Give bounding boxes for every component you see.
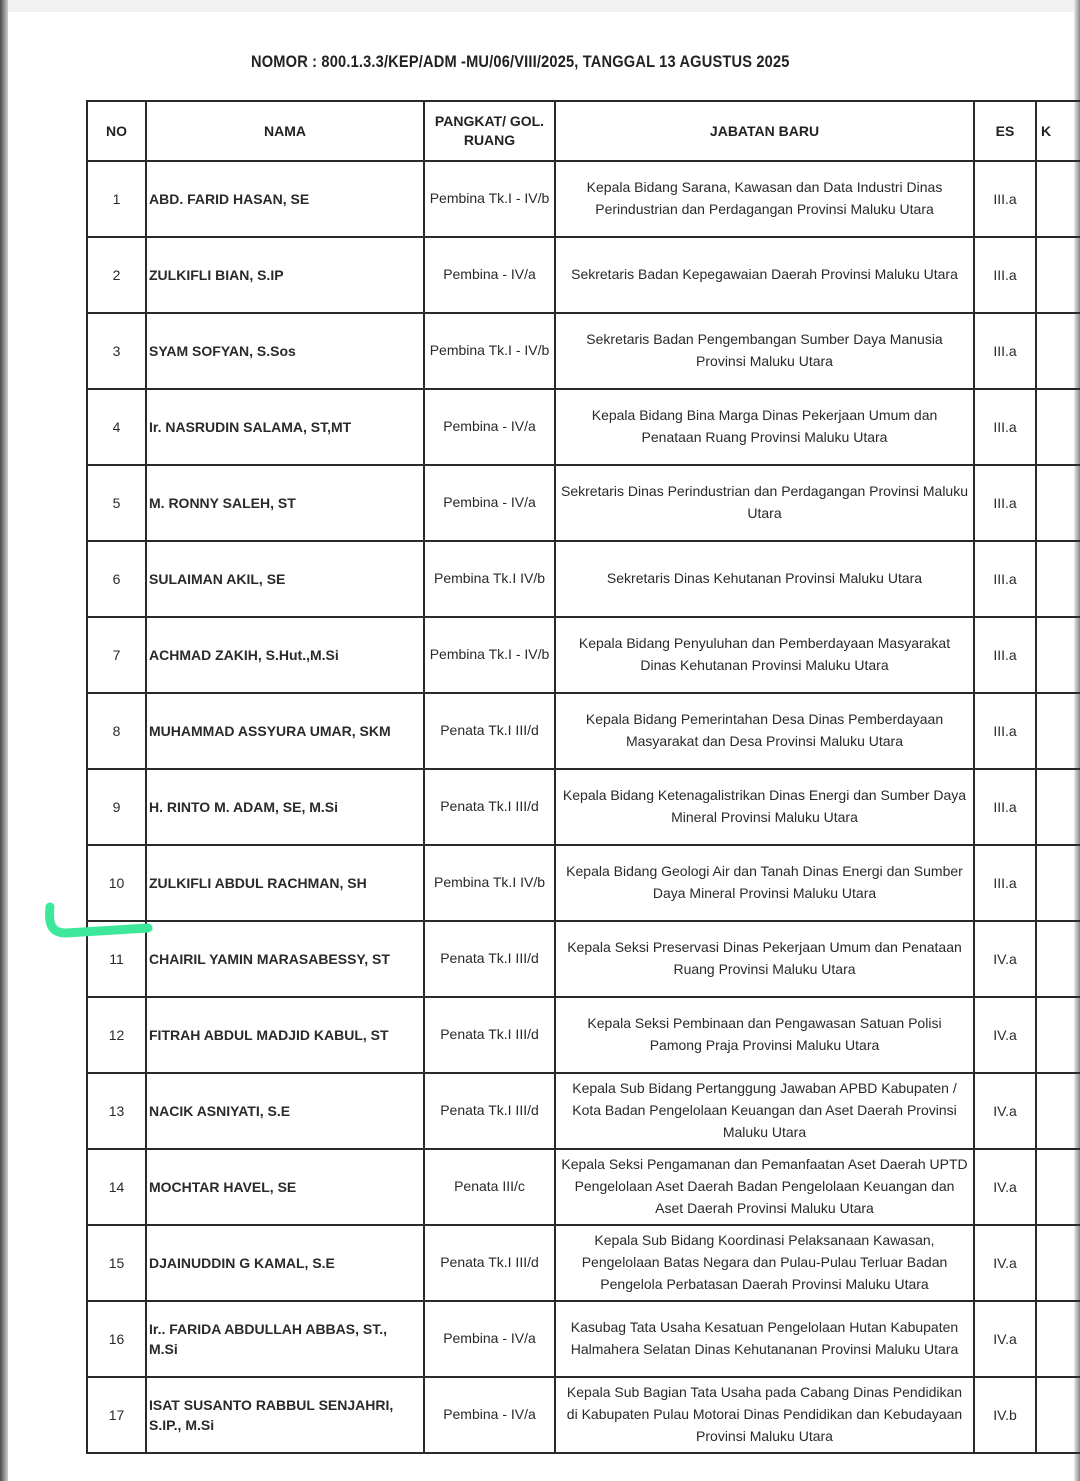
appointment-table — [86, 100, 1080, 1454]
row-pangkat: Penata III/c — [424, 1149, 555, 1225]
row-nama: MOCHTAR HAVEL, SE — [146, 1149, 424, 1225]
row-nama: ZULKIFLI BIAN, S.IP — [146, 237, 424, 313]
col-header-no: NO — [87, 101, 146, 161]
row-nama: Ir. NASRUDIN SALAMA, ST,MT — [146, 389, 424, 465]
row-no: 5 — [87, 465, 146, 541]
row-k — [1036, 1149, 1080, 1225]
row-k — [1036, 769, 1080, 845]
table-row — [87, 1149, 1080, 1225]
row-nama: CHAIRIL YAMIN MARASABESSY, ST — [146, 921, 424, 997]
row-no: 13 — [87, 1073, 146, 1149]
row-k — [1036, 693, 1080, 769]
row-nama: SULAIMAN AKIL, SE — [146, 541, 424, 617]
row-pangkat: Pembina - IV/a — [424, 1377, 555, 1453]
row-k — [1036, 465, 1080, 541]
row-no: 17 — [87, 1377, 146, 1453]
row-jabatan: Kepala Seksi Preservasi Dinas Pekerjaan Umum dan Penataan Ruang Provinsi Maluku Utara — [555, 921, 974, 997]
row-k — [1036, 541, 1080, 617]
row-jabatan: Kepala Bidang Bina Marga Dinas Pekerjaan Umum dan Penataan Ruang Provinsi Maluku Utara — [555, 389, 974, 465]
row-no: 11 — [87, 921, 146, 997]
row-jabatan: Kasubag Tata Usaha Kesatuan Pengelolaan Hutan Kabupaten Halmahera Selatan Dinas Kehutananan Provinsi Maluku Utara — [555, 1301, 974, 1377]
row-no: 3 — [87, 313, 146, 389]
row-jabatan: Sekretaris Dinas Kehutanan Provinsi Maluku Utara — [555, 541, 974, 617]
row-jabatan: Kepala Bidang Penyuluhan dan Pemberdayaan Masyarakat Dinas Kehutanan Provinsi Maluku Utara — [555, 617, 974, 693]
table-row — [87, 1377, 1080, 1453]
row-es: III.a — [974, 845, 1036, 921]
row-es: IV.a — [974, 1225, 1036, 1301]
row-es: IV.a — [974, 921, 1036, 997]
row-jabatan: Sekretaris Badan Kepegawaian Daerah Provinsi Maluku Utara — [555, 237, 974, 313]
row-pangkat: Pembina Tk.I IV/b — [424, 845, 555, 921]
table-row — [87, 617, 1080, 693]
row-pangkat: Pembina - IV/a — [424, 1301, 555, 1377]
row-k — [1036, 1377, 1080, 1453]
row-pangkat: Penata Tk.I III/d — [424, 921, 555, 997]
row-k — [1036, 845, 1080, 921]
row-jabatan: Kepala Sub Bidang Koordinasi Pelaksanaan Kawasan, Pengelolaan Batas Negara dan Pulau-Pulau Terluar Badan Pengelola Perbatasan Daerah Provinsi Maluku Utara — [555, 1225, 974, 1301]
table-row — [87, 389, 1080, 465]
row-es: III.a — [974, 389, 1036, 465]
table-row — [87, 1073, 1080, 1149]
row-pangkat: Pembina Tk.I IV/b — [424, 541, 555, 617]
row-pangkat: Pembina - IV/a — [424, 237, 555, 313]
row-nama: ISAT SUSANTO RABBUL SENJAHRI, S.IP., M.Si — [146, 1377, 424, 1453]
row-k — [1036, 617, 1080, 693]
row-es: III.a — [974, 313, 1036, 389]
table-row — [87, 541, 1080, 617]
table-row — [87, 237, 1080, 313]
table-header-row — [87, 101, 1080, 161]
table-row — [87, 313, 1080, 389]
row-es: III.a — [974, 693, 1036, 769]
table-row — [87, 769, 1080, 845]
row-es: IV.a — [974, 1301, 1036, 1377]
table-row — [87, 997, 1080, 1073]
row-pangkat: Penata Tk.I III/d — [424, 693, 555, 769]
decree-header: NOMOR : 800.1.3.3/KEP/ADM -MU/06/VIII/2025, TANGGAL 13 AGUSTUS 2025 — [251, 52, 790, 71]
row-nama: ACHMAD ZAKIH, S.Hut.,M.Si — [146, 617, 424, 693]
row-es: III.a — [974, 161, 1036, 237]
row-no: 16 — [87, 1301, 146, 1377]
row-pangkat: Pembina Tk.I - IV/b — [424, 313, 555, 389]
row-jabatan: Kepala Seksi Pengamanan dan Pemanfaatan Aset Daerah UPTD Pengelolaan Aset Daerah Badan Pengelolaan Keuangan dan Aset Daerah Provinsi Maluku Utara — [555, 1149, 974, 1225]
row-jabatan: Kepala Sub Bagian Tata Usaha pada Cabang Dinas Pendidikan di Kabupaten Pulau Motorai Dinas Pendidikan dan Kebudayaan Provinsi Maluku Utara — [555, 1377, 974, 1453]
row-no: 6 — [87, 541, 146, 617]
row-no: 2 — [87, 237, 146, 313]
table-row — [87, 1301, 1080, 1377]
page-left-shadow — [0, 0, 8, 1481]
table-row — [87, 921, 1080, 997]
row-no: 15 — [87, 1225, 146, 1301]
row-jabatan: Kepala Seksi Pembinaan dan Pengawasan Satuan Polisi Pamong Praja Provinsi Maluku Utara — [555, 997, 974, 1073]
col-header-pangkat: PANGKAT/ GOL. RUANG — [424, 101, 555, 161]
row-pangkat: Pembina - IV/a — [424, 465, 555, 541]
row-jabatan: Sekretaris Dinas Perindustrian dan Perdagangan Provinsi Maluku Utara — [555, 465, 974, 541]
table-row — [87, 693, 1080, 769]
row-k — [1036, 389, 1080, 465]
row-pangkat: Pembina Tk.I - IV/b — [424, 161, 555, 237]
row-es: III.a — [974, 237, 1036, 313]
row-nama: ABD. FARID HASAN, SE — [146, 161, 424, 237]
row-pangkat: Penata Tk.I III/d — [424, 997, 555, 1073]
col-header-nama: NAMA — [146, 101, 424, 161]
row-nama: FITRAH ABDUL MADJID KABUL, ST — [146, 997, 424, 1073]
row-no: 8 — [87, 693, 146, 769]
row-pangkat: Penata Tk.I III/d — [424, 1225, 555, 1301]
green-highlighter-mark — [44, 895, 154, 945]
row-no: 1 — [87, 161, 146, 237]
row-pangkat: Pembina Tk.I - IV/b — [424, 617, 555, 693]
row-k — [1036, 997, 1080, 1073]
row-k — [1036, 1301, 1080, 1377]
row-es: III.a — [974, 541, 1036, 617]
row-nama: NACIK ASNIYATI, S.E — [146, 1073, 424, 1149]
row-k — [1036, 1073, 1080, 1149]
table-row — [87, 1225, 1080, 1301]
row-k — [1036, 161, 1080, 237]
row-es: IV.a — [974, 997, 1036, 1073]
row-es: III.a — [974, 769, 1036, 845]
col-header-es: ES — [974, 101, 1036, 161]
row-es: IV.a — [974, 1149, 1036, 1225]
row-k — [1036, 313, 1080, 389]
row-nama: SYAM SOFYAN, S.Sos — [146, 313, 424, 389]
col-header-k: K — [1036, 101, 1080, 161]
row-nama: Ir.. FARIDA ABDULLAH ABBAS, ST., M.Si — [146, 1301, 424, 1377]
table-row — [87, 845, 1080, 921]
page-top-strip — [8, 0, 1074, 12]
row-nama: H. RINTO M. ADAM, SE, M.Si — [146, 769, 424, 845]
row-no: 12 — [87, 997, 146, 1073]
row-nama: MUHAMMAD ASSYURA UMAR, SKM — [146, 693, 424, 769]
row-jabatan: Kepala Bidang Geologi Air dan Tanah Dinas Energi dan Sumber Daya Mineral Provinsi Maluku Utara — [555, 845, 974, 921]
row-jabatan: Sekretaris Badan Pengembangan Sumber Daya Manusia Provinsi Maluku Utara — [555, 313, 974, 389]
row-no: 10 — [87, 845, 146, 921]
col-header-jabatan: JABATAN BARU — [555, 101, 974, 161]
row-k — [1036, 921, 1080, 997]
row-no: 14 — [87, 1149, 146, 1225]
row-pangkat: Penata Tk.I III/d — [424, 1073, 555, 1149]
row-jabatan: Kepala Bidang Sarana, Kawasan dan Data Industri Dinas Perindustrian dan Perdagangan Provinsi Maluku Utara — [555, 161, 974, 237]
row-no: 9 — [87, 769, 146, 845]
row-es: III.a — [974, 465, 1036, 541]
row-es: IV.b — [974, 1377, 1036, 1453]
row-nama: ZULKIFLI ABDUL RACHMAN, SH — [146, 845, 424, 921]
row-jabatan: Kepala Sub Bidang Pertanggung Jawaban APBD Kabupaten / Kota Badan Pengelolaan Keuangan dan Aset Daerah Provinsi Maluku Utara — [555, 1073, 974, 1149]
row-nama: M. RONNY SALEH, ST — [146, 465, 424, 541]
row-pangkat: Pembina - IV/a — [424, 389, 555, 465]
row-k — [1036, 1225, 1080, 1301]
table-row — [87, 465, 1080, 541]
row-jabatan: Kepala Bidang Pemerintahan Desa Dinas Pemberdayaan Masyarakat dan Desa Provinsi Maluku Utara — [555, 693, 974, 769]
row-no: 4 — [87, 389, 146, 465]
row-pangkat: Penata Tk.I III/d — [424, 769, 555, 845]
row-no: 7 — [87, 617, 146, 693]
row-es: IV.a — [974, 1073, 1036, 1149]
row-nama: DJAINUDDIN G KAMAL, S.E — [146, 1225, 424, 1301]
row-k — [1036, 237, 1080, 313]
table-row — [87, 161, 1080, 237]
row-es: III.a — [974, 617, 1036, 693]
row-jabatan: Kepala Bidang Ketenagalistrikan Dinas Energi dan Sumber Daya Mineral Provinsi Maluku Utara — [555, 769, 974, 845]
